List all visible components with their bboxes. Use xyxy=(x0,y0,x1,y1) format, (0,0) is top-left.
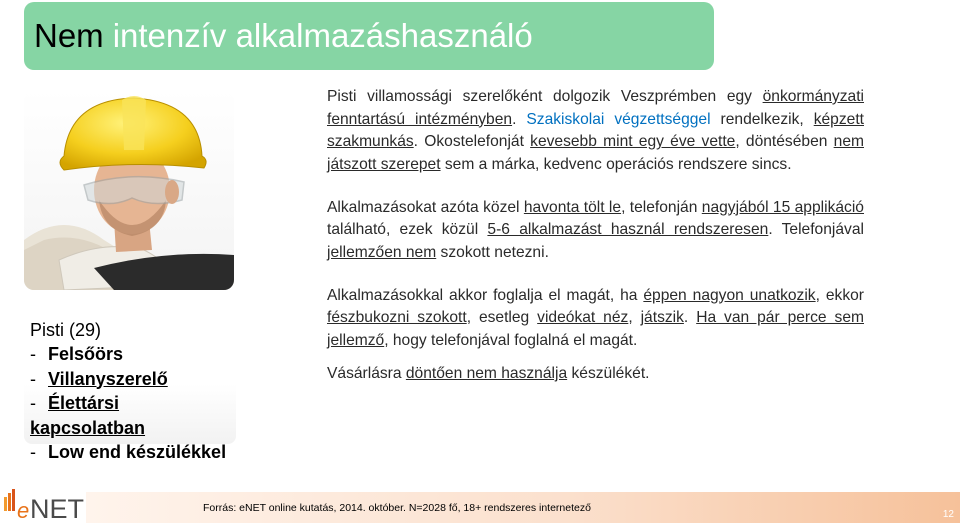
text-run-underlined: 5-6 alkalmazást használ rendszeresen xyxy=(487,221,769,238)
worker-illustration xyxy=(24,90,234,290)
paragraph-leisure xyxy=(327,285,864,353)
text-run-underlined: jellemzően nem xyxy=(327,243,437,261)
text-run: található, ezek közül xyxy=(327,221,488,238)
text-run-underlined: Ha van pár perce sem jellemző xyxy=(327,309,864,349)
text-run: , telefonján xyxy=(621,198,702,216)
attribute-text: Élettársi kapcsolatban xyxy=(30,393,146,438)
text-run: . xyxy=(512,110,527,128)
persona-attribute xyxy=(30,367,236,392)
enet-logo xyxy=(2,488,86,522)
text-run: . Okostelefonját xyxy=(413,133,531,150)
text-run-underlined: önkormányzati fenntartású intézményben xyxy=(327,88,864,128)
attribute-text: Villanyszerelő xyxy=(48,368,168,389)
text-run: Alkalmazásokat azóta közel xyxy=(327,198,524,216)
paragraph-app-usage xyxy=(327,197,864,265)
text-run-underlined: képzett szakmunkás xyxy=(327,110,864,150)
list-dash: - xyxy=(30,442,36,462)
text-run: , ekkor xyxy=(815,286,864,304)
list-dash: - xyxy=(30,344,36,364)
attribute-text: Low end készülékkel xyxy=(48,442,227,462)
list-dash: - xyxy=(30,393,36,413)
persona-attribute xyxy=(30,440,236,465)
page-number: 12 xyxy=(942,509,954,520)
text-run-underlined: éppen nagyon unatkozik xyxy=(643,286,816,304)
text-run: sem a márka, kedvenc operációs rendszere sincs. xyxy=(440,155,792,173)
text-run-underlined: havonta tölt le xyxy=(523,198,622,216)
persona-attributes xyxy=(30,342,236,465)
text-run-underlined: nem játszott szerepet xyxy=(327,133,864,173)
description-text xyxy=(327,86,864,406)
persona-attribute xyxy=(30,342,236,367)
text-run-underlined: nagyjából 15 applikáció xyxy=(701,198,864,216)
list-dash: - xyxy=(30,368,36,389)
source-note: Forrás: eNET online kutatás, 2014. október. N=2028 fő, 18+ rendszeres internetező xyxy=(203,502,591,514)
text-run-underlined: videókat néz xyxy=(537,309,629,326)
text-run: , hogy telefonjával foglalná el magát. xyxy=(384,331,638,349)
persona-attribute xyxy=(30,391,236,440)
text-run-highlight: Szakiskolai végzettséggel xyxy=(526,110,721,128)
enet-logo-mark xyxy=(2,488,86,522)
logo-prefix: e xyxy=(17,498,30,522)
worker-photo xyxy=(24,90,234,290)
text-run: , döntésében xyxy=(735,133,834,150)
text-run: Pisti villamossági szerelőként dolgozik Veszprémben egy xyxy=(327,88,763,105)
text-run: Alkalmazásokkal akkor foglalja el magát, ha xyxy=(327,286,644,304)
text-run: rendelkezik, xyxy=(720,110,814,128)
title-prefix: Nem xyxy=(34,17,104,54)
text-run-underlined: kevesebb mint egy éve vette xyxy=(530,133,736,150)
text-run: . Telefonjával xyxy=(768,221,864,238)
logo-text: NET xyxy=(30,494,84,522)
text-run: . xyxy=(683,309,697,326)
persona-name: Pisti (29) xyxy=(30,320,102,340)
text-run: , xyxy=(628,309,641,326)
text-run-underlined: játszik xyxy=(640,309,684,326)
title-main: intenzív alkalmazáshasználó xyxy=(112,17,533,54)
paragraph-background xyxy=(327,86,864,176)
text-run: szokott netezni. xyxy=(436,243,549,261)
text-run-underlined: fészbukozni szokott xyxy=(327,309,467,326)
persona-card xyxy=(24,294,236,462)
text-run: készülékét. xyxy=(567,365,650,382)
text-run-underlined: döntően nem használja xyxy=(405,365,568,382)
text-run: Vásárlásra xyxy=(327,365,406,382)
attribute-text: Felsőörs xyxy=(48,344,124,364)
text-run: , esetleg xyxy=(466,309,538,326)
slide-title-banner xyxy=(24,2,714,70)
paragraph-shopping xyxy=(327,363,864,386)
